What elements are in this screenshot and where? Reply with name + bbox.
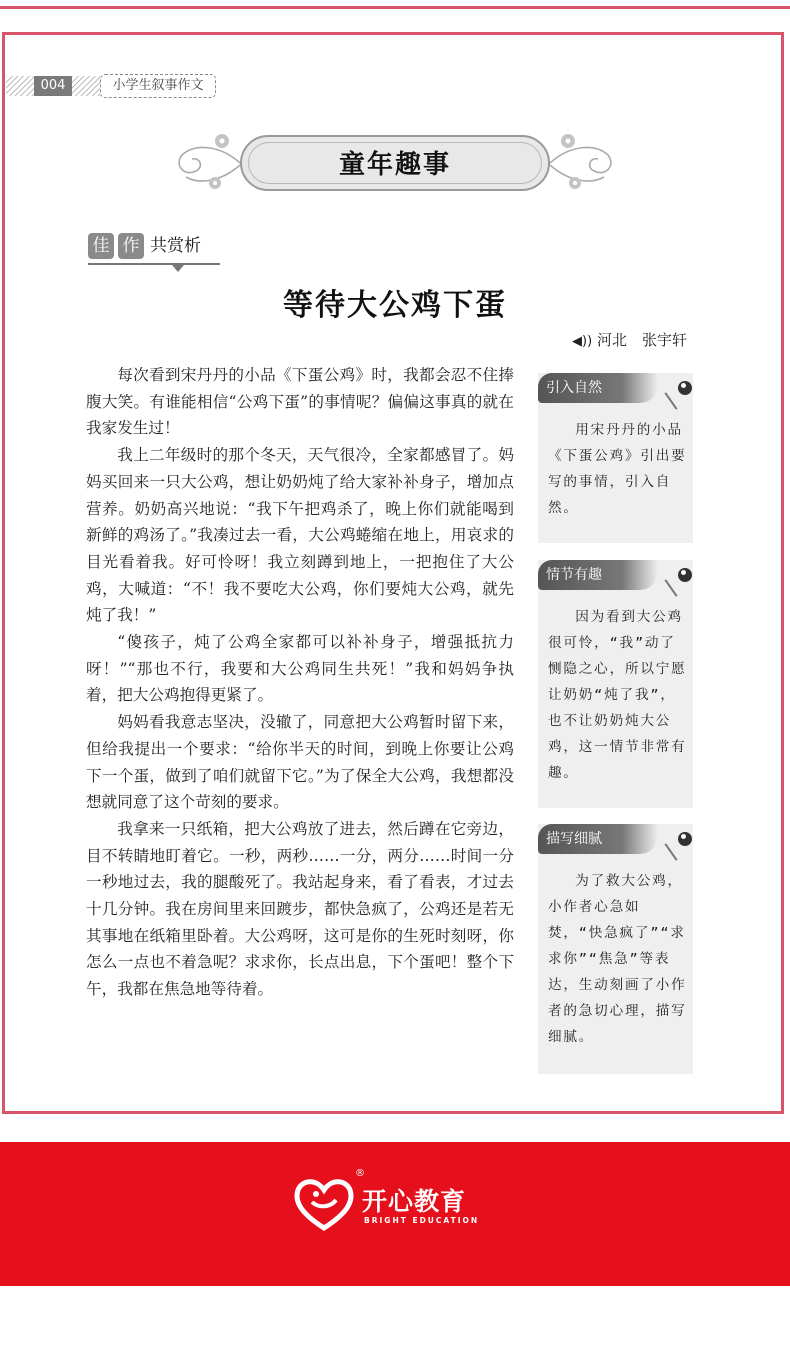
note-paragraph: 为了救大公鸡，小作者心急如焚，“快急疯了”“求求你”“焦急”等表达，生动刻画了小作者的急切心理，描写细腻。 bbox=[548, 873, 687, 1045]
brand-subtitle: BRIGHT EDUCATION bbox=[364, 1216, 480, 1225]
tag-pointer bbox=[172, 265, 184, 272]
note-text bbox=[548, 868, 688, 1050]
note-text bbox=[548, 604, 688, 786]
pin-tail bbox=[664, 579, 677, 597]
series-title: 小学生叙事作文 bbox=[100, 74, 216, 98]
margin-note-3 bbox=[538, 824, 693, 1074]
header-hatch-left bbox=[6, 76, 34, 96]
pin-tail bbox=[664, 392, 677, 410]
brand-name: 开心教育 bbox=[362, 1187, 467, 1216]
author-line bbox=[572, 329, 687, 350]
note-label: 情节有趣 bbox=[538, 560, 658, 590]
registered-mark: ® bbox=[355, 1168, 365, 1179]
note-paragraph: 用宋丹丹的小品《下蛋公鸡》引出要写的事情，引入自然。 bbox=[548, 422, 687, 516]
brand-logo bbox=[292, 1168, 512, 1238]
margin-note-2 bbox=[538, 560, 693, 808]
chapter-banner bbox=[170, 125, 620, 200]
paragraph: 每次看到宋丹丹的小品《下蛋公鸡》时，我都会忍不住捧腹大笑。有谁能相信“公鸡下蛋”的事情呢？偏偏这事真的就在我家发生过！ bbox=[86, 366, 514, 438]
paragraph: 我拿来一只纸箱，把大公鸡放了进去，然后蹲在它旁边，目不转睛地盯着它。一秒，两秒……一分，两分……时间一分一秒地过去，我的腿酸死了。我站起身来，看了看表，才过去十几分钟。我在房间里来回踱步，都快急疯了，公鸡还是若无其事地在纸箱里卧着。大公鸡呀，这可是你的生死时刻呀，你怎么一点也不着急呢？求求你，长点出息，下个蛋吧！整个下午，我都在焦急地等待着。 bbox=[86, 819, 514, 999]
article-body bbox=[86, 362, 514, 1003]
tag-text: 共赏析 bbox=[150, 236, 201, 256]
tag-char-1: 佳 bbox=[88, 233, 114, 259]
article-title: 等待大公鸡下蛋 bbox=[283, 288, 507, 323]
tag-char-2: 作 bbox=[118, 233, 144, 259]
header-hatch-mid bbox=[72, 76, 100, 96]
paragraph: “傻孩子，炖了公鸡全家都可以补补身子，增强抵抗力呀！”“那也不行，我要和大公鸡同生共死！”我和妈妈争执着，把大公鸡抱得更紧了。 bbox=[86, 633, 514, 705]
paragraph: 我上二年级时的那个冬天，天气很冷，全家都感冒了。妈妈买回来一只大公鸡，想让奶奶炖了给大家补补身子，增加点营养。奶奶高兴地说：“我下午把鸡杀了，晚上你们就能喝到新鲜的鸡汤了。”我凑过去一看，大公鸡蜷缩在地上，用哀求的目光看着我。好可怜呀！我立刻蹲到地上，一把抱住了大公鸡，大喊道：“不！我不要吃大公鸡，你们要炖大公鸡，就先炖了我！” bbox=[86, 446, 514, 625]
pushpin-icon bbox=[678, 568, 692, 582]
pushpin-icon bbox=[678, 832, 692, 846]
pushpin-icon bbox=[678, 381, 692, 395]
heart-logo-icon bbox=[292, 1172, 356, 1236]
pin-tail bbox=[664, 843, 677, 861]
tag-underline bbox=[88, 263, 220, 265]
paragraph: 妈妈看我意志坚决，没辙了，同意把大公鸡暂时留下来，但给我提出一个要求：“给你半天的时间，到晚上你要让公鸡下一个蛋，做到了咱们就留下它。”为了保全大公鸡，我想都没想就同意了这个苛刻的要求。 bbox=[86, 713, 514, 812]
note-text bbox=[548, 417, 688, 521]
author-name: 河北 张宇轩 bbox=[596, 331, 687, 349]
section-tag bbox=[88, 233, 201, 263]
chapter-title: 童年趣事 bbox=[338, 150, 451, 180]
margin-note-1 bbox=[538, 373, 693, 543]
banner-plate bbox=[240, 135, 550, 191]
note-label: 引入自然 bbox=[538, 373, 658, 403]
note-paragraph: 因为看到大公鸡很可怜，“我”动了恻隐之心，所以宁愿让奶奶“炖了我”，也不让奶奶炖大公鸡，这一情节非常有趣。 bbox=[548, 609, 687, 781]
page-number: 004 bbox=[34, 76, 72, 96]
top-frame-edge bbox=[0, 0, 790, 9]
note-label: 描写细腻 bbox=[538, 824, 658, 854]
speaker-icon: ◀)) bbox=[572, 334, 593, 349]
